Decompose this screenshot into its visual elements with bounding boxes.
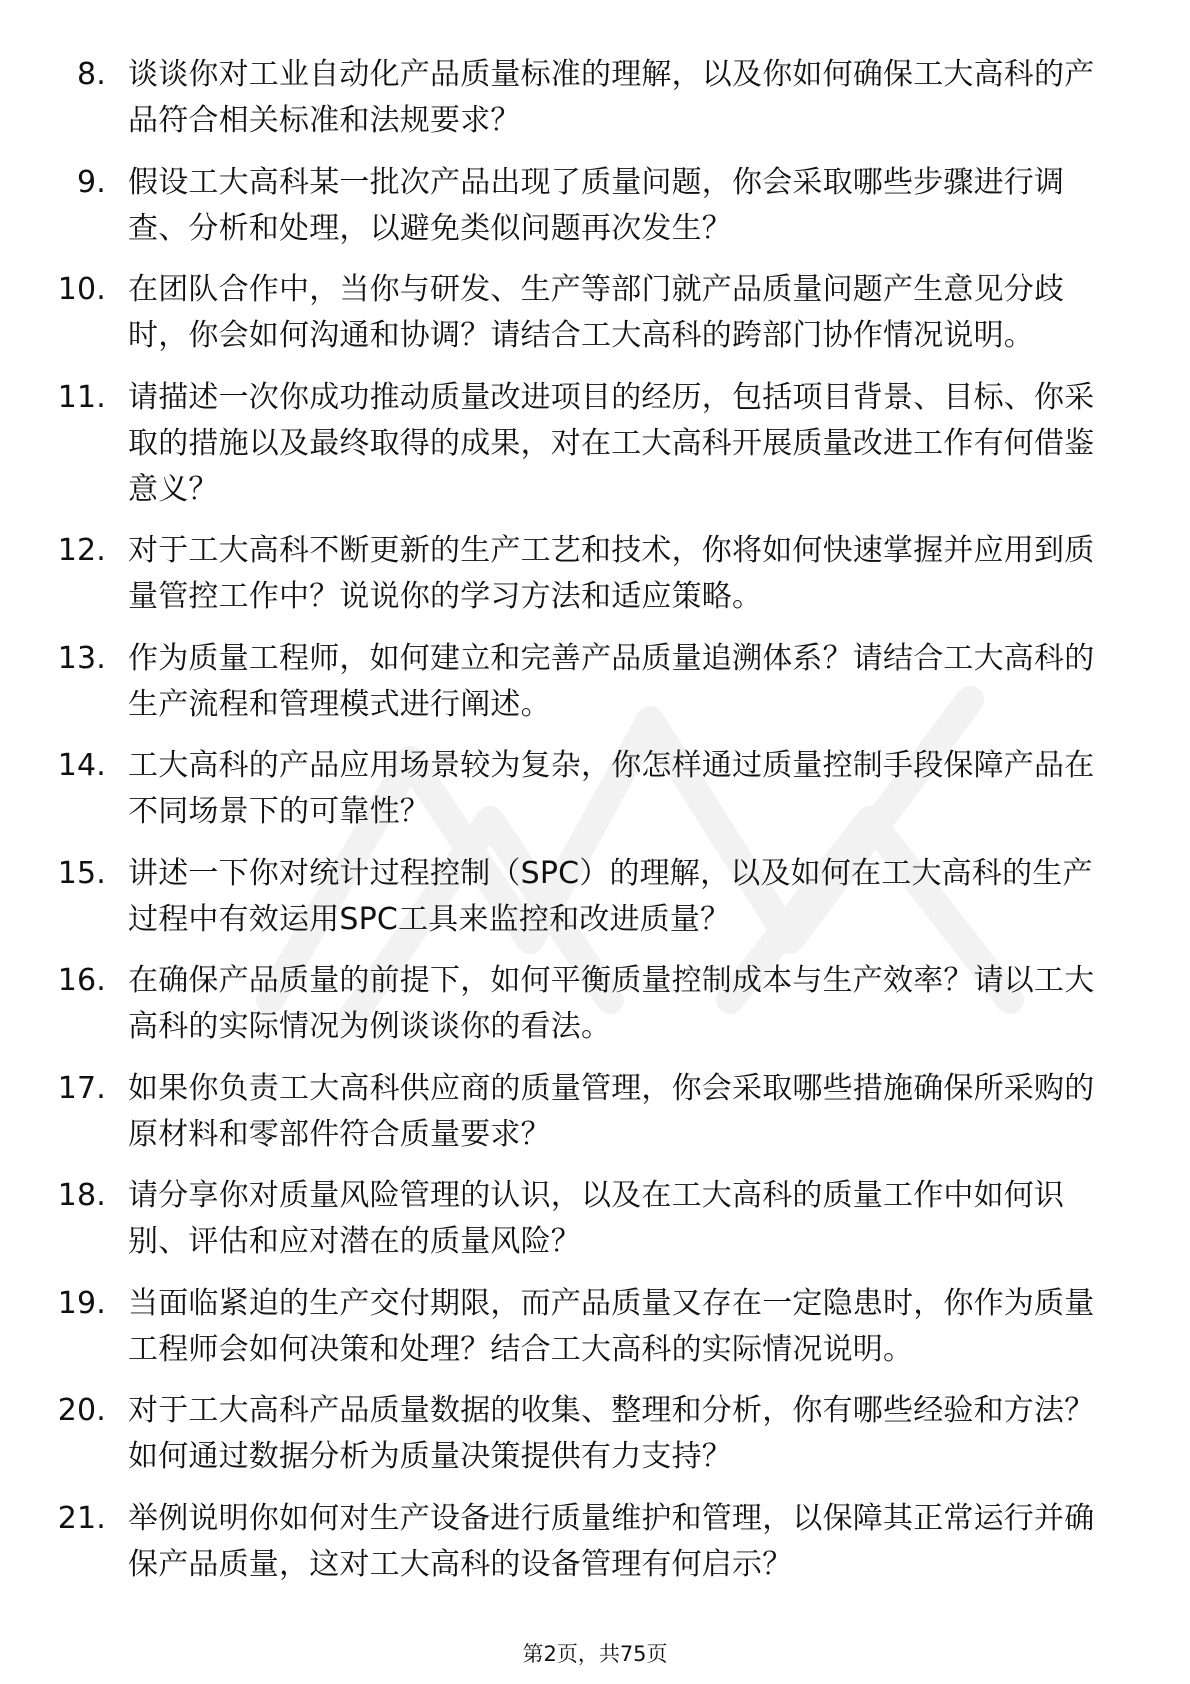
question-text: 对于工大高科产品质量数据的收集、整理和分析，你有哪些经验和方法？如何通过数据分析为质量决策提供有力支持？: [128, 1393, 1095, 1474]
page-number-footer: 第2页，共75页: [522, 1642, 668, 1666]
question-number: 9.: [76, 164, 106, 200]
list-item: [50, 851, 1110, 943]
question-text: 作为质量工程师，如何建立和完善产品质量追溯体系？请结合工大高科的生产流程和管理模式进行阐述。: [128, 640, 1095, 722]
question-number: 21.: [57, 1500, 106, 1536]
question-number: 13.: [57, 640, 106, 676]
question-number: 20.: [57, 1393, 106, 1428]
list-item: [50, 52, 1110, 144]
question-text: 对于工大高科不断更新的生产工艺和技术，你将如何快速掌握并应用到质量管控工作中？说说你的学习方法和适应策略。: [128, 533, 1095, 614]
list-item: [50, 1496, 1110, 1588]
list-item: [50, 160, 1110, 252]
list-item: [50, 267, 1110, 359]
question-text: 在确保产品质量的前提下，如何平衡质量控制成本与生产效率？请以工大高科的实际情况为例谈谈你的看法。: [128, 963, 1095, 1044]
question-text: 谈谈你对工业自动化产品质量标准的理解，以及你如何确保工大高科的产品符合相关标准和法规要求？: [128, 57, 1095, 138]
list-item: [50, 1388, 1110, 1480]
question-text: 举例说明你如何对生产设备进行质量维护和管理，以保障其正常运行并确保产品质量，这对工大高科的设备管理有何启示？: [128, 1500, 1095, 1582]
list-item: [50, 375, 1110, 513]
question-list: [50, 52, 1110, 1603]
question-text: 在团队合作中，当你与研发、生产等部门就产品质量问题产生意见分歧时，你会如何沟通和协调？请结合工大高科的跨部门协作情况说明。: [128, 272, 1065, 353]
list-item: [50, 1281, 1110, 1373]
question-number: 18.: [57, 1178, 106, 1213]
question-number: 8.: [76, 57, 106, 92]
question-number: 19.: [57, 1285, 106, 1321]
list-item: [50, 743, 1110, 835]
question-text: 如果你负责工大高科供应商的质量管理，你会采取哪些措施确保所采购的原材料和零部件符合质量要求？: [128, 1070, 1095, 1152]
list-item: [50, 636, 1110, 728]
question-number: 12.: [57, 533, 106, 568]
question-number: 17.: [57, 1070, 106, 1106]
question-number: 14.: [57, 748, 106, 783]
question-text: 请描述一次你成功推动质量改进项目的经历，包括项目背景、目标、你采取的措施以及最终取得的成果，对在工大高科开展质量改进工作有何借鉴意义？: [128, 379, 1095, 507]
question-number: 16.: [57, 963, 106, 998]
question-text: 讲述一下你对统计过程控制（SPC）的理解，以及如何在工大高科的生产过程中有效运用SPC工具来监控和改进质量？: [128, 855, 1093, 937]
question-text: 当面临紧迫的生产交付期限，而产品质量又存在一定隐患时，你作为质量工程师会如何决策和处理？结合工大高科的实际情况说明。: [128, 1285, 1095, 1367]
list-item: [50, 528, 1110, 620]
question-text: 假设工大高科某一批次产品出现了质量问题，你会采取哪些步骤进行调查、分析和处理，以避免类似问题再次发生？: [128, 164, 1065, 246]
question-text: 工大高科的产品应用场景较为复杂，你怎样通过质量控制手段保障产品在不同场景下的可靠性？: [128, 748, 1095, 829]
question-number: 10.: [57, 272, 106, 307]
list-item: [50, 1066, 1110, 1158]
list-item: [50, 958, 1110, 1050]
question-number: 15.: [57, 855, 106, 891]
question-number: 11.: [57, 379, 106, 415]
question-text: 请分享你对质量风险管理的认识，以及在工大高科的质量工作中如何识别、评估和应对潜在的质量风险？: [128, 1178, 1065, 1259]
list-item: [50, 1173, 1110, 1265]
